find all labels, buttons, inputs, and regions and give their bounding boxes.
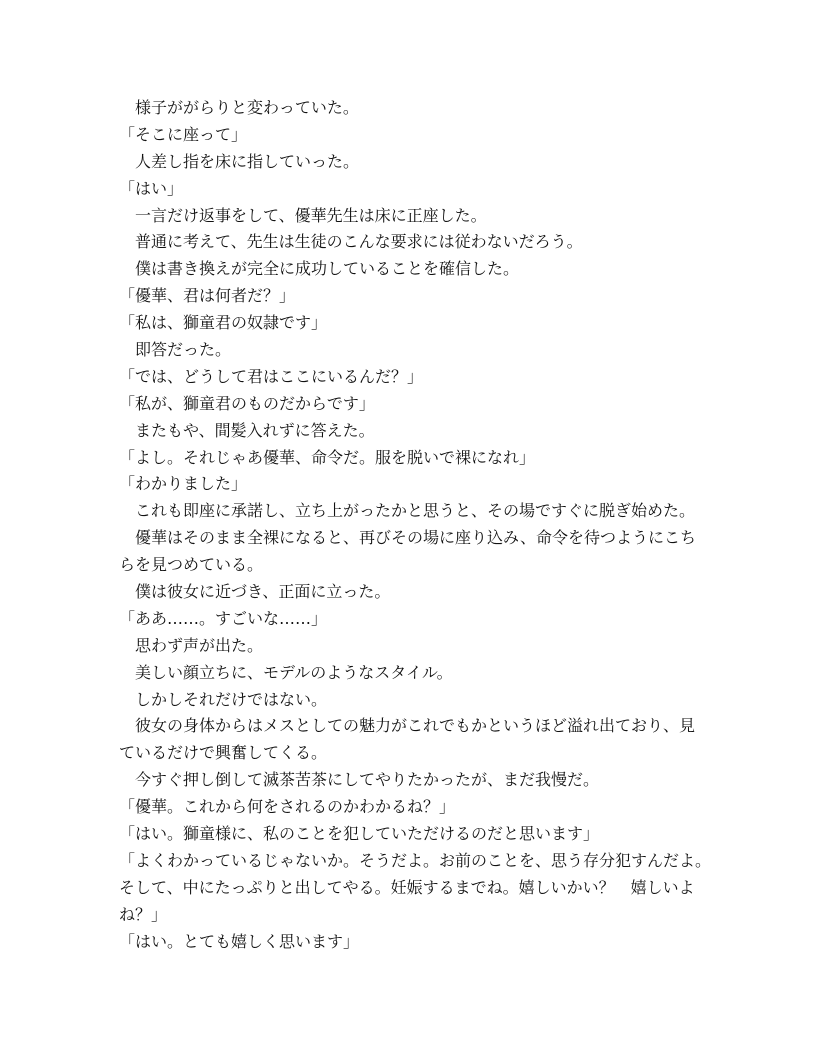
text-line: 僕は書き換えが完全に成功していることを確信した。 — [119, 259, 520, 279]
text-line: ているだけで興奮してくる。 — [119, 743, 328, 763]
text-line: 「よし。それじゃあ優華、命令だ。服を脱いで裸になれ」 — [119, 447, 536, 467]
text-line: そして、中にたっぷりと出してやる。妊娠するまでね。嬉しいかい？ 嬉しいよ — [119, 877, 695, 897]
text-line: 「私が、獅童君のものだからです」 — [119, 393, 375, 413]
text-line: 「そこに座って」 — [119, 124, 248, 144]
text-line: 「わかりました」 — [119, 474, 248, 494]
text-line: 人差し指を床に指していった。 — [119, 151, 360, 171]
text-line: 様子ががらりと変わっていた。 — [119, 98, 359, 117]
text-line: 僕は彼女に近づき、正面に立った。 — [119, 582, 391, 602]
text-line: またもや、間髪入れずに答えた。 — [119, 420, 375, 440]
text-line: これも即座に承諾し、立ち上がったかと思うと、その場ですぐに脱ぎ始めた。 — [119, 501, 696, 521]
text-line: 優華はそのまま全裸になると、再びその場に座り込み、命令を待つようにこち — [119, 528, 696, 548]
text-line: 普通に考えて、先生は生徒のこんな要求には従わないだろう。 — [119, 232, 583, 252]
text-line: 「ああ……。すごいな……」 — [119, 608, 328, 628]
text-line: 思わず声が出た。 — [119, 635, 264, 655]
text-line: 「はい」 — [119, 178, 184, 198]
text-line: 「優華、君は何者だ？」 — [119, 286, 296, 306]
text-line: 一言だけ返事をして、優華先生は床に正座した。 — [119, 205, 487, 225]
text-line: らを見つめている。 — [119, 555, 264, 575]
text-line: ね？」 — [119, 904, 168, 924]
text-line: 彼女の身体からはメスとしての魅力がこれでもかというほど溢れ出ており、見 — [119, 716, 696, 736]
text-line: 即答だった。 — [119, 340, 232, 360]
text-line: 美しい顔立ちに、モデルのようなスタイル。 — [119, 662, 453, 682]
text-line: 今すぐ押し倒して滅茶苦茶にしてやりたかったが、まだ我慢だ。 — [119, 770, 600, 790]
text-line: 「はい。とても嬉しく思います」 — [119, 931, 360, 951]
text-line: しかしそれだけではない。 — [119, 689, 328, 709]
text-line: 「よくわかっているじゃないか。そうだよ。お前のことを、思う存分犯すんだよ。 — [119, 850, 712, 870]
text-line: 「私は、獅童君の奴隷です」 — [119, 313, 328, 333]
text-line: 「では、どうして君はここにいるんだ？」 — [119, 366, 424, 386]
text-line: 「はい。獅童様に、私のことを犯していただけるのだと思います」 — [119, 824, 600, 844]
body-text — [119, 95, 719, 956]
text-line: 「優華。これから何をされるのかわかるね？」 — [119, 797, 456, 817]
